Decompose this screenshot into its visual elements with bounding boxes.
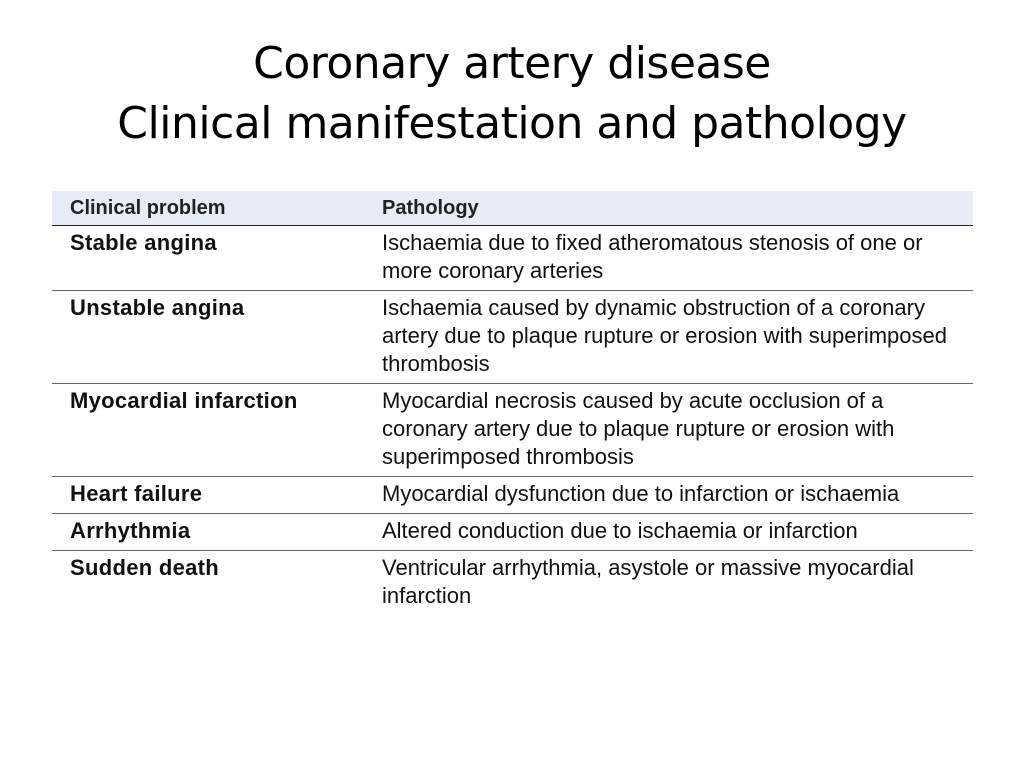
- pathology-cell: Altered conduction due to ischaemia or infarction: [364, 514, 973, 551]
- table-row: [52, 551, 973, 616]
- table-row: [52, 477, 973, 514]
- table-row: [52, 226, 973, 291]
- clinical-problem-cell: Arrhythmia: [52, 514, 364, 551]
- pathology-cell: Ischaemia due to fixed atheromatous stenosis of one or more coronary arteries: [364, 226, 973, 291]
- table-row: [52, 384, 973, 477]
- slide-title: [0, 34, 1024, 154]
- pathology-cell: Ventricular arrhythmia, asystole or massive myocardial infarction: [382, 555, 914, 608]
- table-row: [52, 514, 973, 551]
- pathology-cell: Myocardial dysfunction due to infarction or ischaemia: [364, 477, 973, 514]
- clinical-problem-cell: Sudden death: [70, 555, 220, 580]
- pathology-table: [52, 191, 973, 615]
- column-header-pathology: Pathology: [364, 191, 973, 226]
- table-header-row: [52, 191, 973, 226]
- pathology-cell: Ischaemia caused by dynamic obstruction of a coronary artery due to plaque rupture or erosion with superimposed thrombosis: [364, 291, 973, 384]
- title-line-2: Clinical manifestation and pathology: [117, 98, 907, 149]
- clinical-problem-cell: Unstable angina: [52, 291, 364, 384]
- title-line-1: Coronary artery disease: [253, 38, 771, 89]
- column-header-clinical-problem: Clinical problem: [52, 191, 364, 226]
- clinical-problem-cell: Myocardial infarction: [52, 384, 364, 477]
- pathology-cell: Myocardial necrosis caused by acute occlusion of a coronary artery due to plaque rupture or erosion with superimposed thrombosis: [364, 384, 973, 477]
- clinical-problem-cell: Stable angina: [52, 226, 364, 291]
- clinical-problem-cell: Heart failure: [52, 477, 364, 514]
- table-row: [52, 291, 973, 384]
